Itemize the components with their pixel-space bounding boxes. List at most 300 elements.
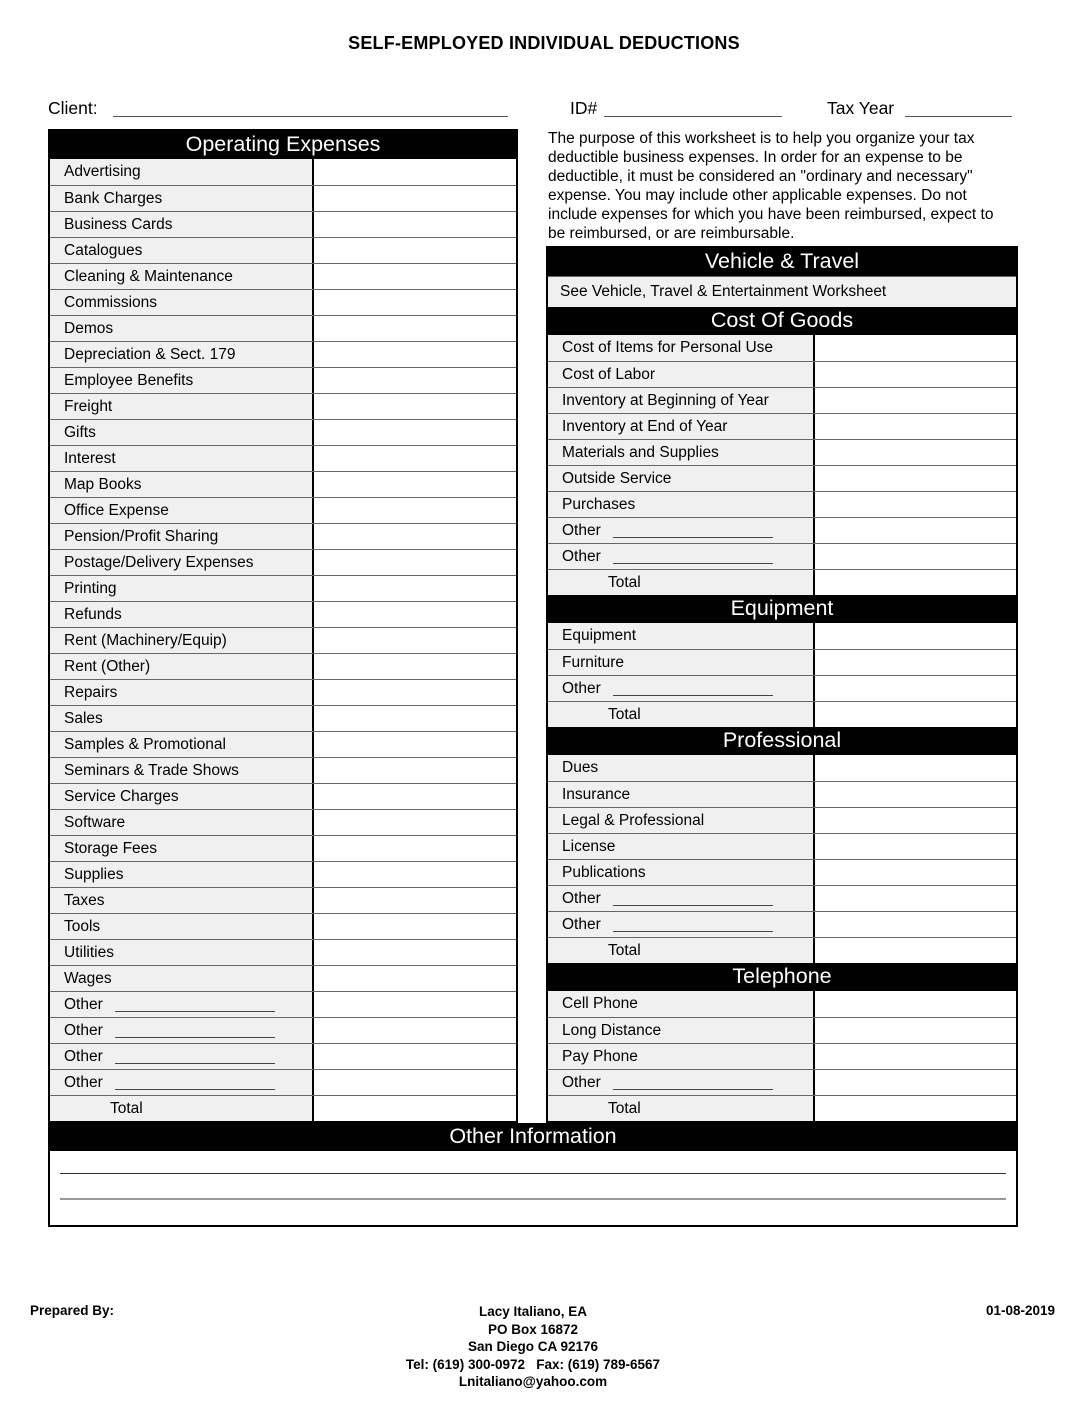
expense-row bbox=[548, 361, 1016, 387]
row-label-cell bbox=[50, 159, 314, 185]
expense-row bbox=[50, 315, 516, 341]
row-label-cell bbox=[50, 784, 314, 809]
row-label: Cell Phone bbox=[562, 995, 638, 1012]
expense-row bbox=[548, 387, 1016, 413]
row-label-cell bbox=[50, 212, 314, 237]
amount-cell[interactable] bbox=[314, 316, 516, 341]
row-label-cell bbox=[50, 264, 314, 289]
row-label: Employee Benefits bbox=[64, 371, 194, 389]
row-label-cell bbox=[50, 654, 314, 679]
expense-row bbox=[50, 289, 516, 315]
row-label-cell bbox=[548, 991, 815, 1017]
expense-row bbox=[548, 517, 1016, 543]
row-label: Pay Phone bbox=[562, 1047, 638, 1065]
row-label-cell bbox=[50, 914, 314, 939]
total-row bbox=[548, 569, 1016, 595]
expense-row bbox=[50, 549, 516, 575]
row-label: Furniture bbox=[562, 653, 625, 671]
row-label: Materials and Supplies bbox=[562, 443, 719, 461]
amount-cell[interactable] bbox=[314, 342, 516, 367]
row-label-cell bbox=[50, 966, 314, 991]
row-label-cell bbox=[548, 702, 815, 727]
amount-cell[interactable] bbox=[314, 1070, 516, 1095]
row-label: Depreciation & Sect. 179 bbox=[64, 345, 236, 363]
row-label-cell bbox=[548, 808, 815, 833]
expense-row bbox=[50, 1017, 516, 1043]
amount-cell[interactable] bbox=[314, 368, 516, 393]
row-label: Cleaning & Maintenance bbox=[64, 267, 233, 285]
row-label: Samples & Promotional bbox=[64, 735, 226, 753]
amount-cell[interactable] bbox=[815, 335, 1016, 361]
row-label-cell bbox=[548, 755, 815, 781]
amount-cell[interactable] bbox=[314, 732, 516, 757]
row-label: Other bbox=[562, 679, 601, 697]
amount-cell[interactable] bbox=[815, 860, 1016, 885]
row-label-cell bbox=[50, 758, 314, 783]
row-label: Seminars & Trade Shows bbox=[64, 761, 239, 779]
amount-cell[interactable] bbox=[314, 238, 516, 263]
expense-row bbox=[50, 237, 516, 263]
row-label-cell bbox=[50, 446, 314, 471]
row-label-cell bbox=[50, 238, 314, 263]
expense-row bbox=[50, 731, 516, 757]
amount-cell[interactable] bbox=[314, 862, 516, 887]
expense-row bbox=[50, 757, 516, 783]
row-label-cell bbox=[548, 544, 815, 569]
row-label: Business Cards bbox=[64, 215, 173, 233]
amount-cell[interactable] bbox=[314, 758, 516, 783]
row-label-cell bbox=[548, 886, 815, 911]
row-label-cell bbox=[50, 862, 314, 887]
row-label-cell bbox=[50, 498, 314, 523]
row-label-cell bbox=[548, 570, 815, 595]
expense-row bbox=[548, 781, 1016, 807]
row-label-cell bbox=[548, 1070, 815, 1095]
operating-expenses-rows bbox=[50, 159, 516, 1121]
row-label: Gifts bbox=[64, 423, 96, 441]
expense-row bbox=[50, 211, 516, 237]
row-label: Other bbox=[64, 995, 103, 1013]
expense-row bbox=[548, 1017, 1016, 1043]
expense-row bbox=[548, 465, 1016, 491]
other-writein-line[interactable] bbox=[613, 931, 773, 932]
expense-row bbox=[548, 1069, 1016, 1095]
footer-line: PO Box 16872 bbox=[487, 1321, 579, 1337]
row-label: Wages bbox=[64, 969, 112, 987]
expense-row bbox=[548, 543, 1016, 569]
row-label: Purchases bbox=[562, 495, 636, 513]
row-label-cell bbox=[548, 860, 815, 885]
amount-cell[interactable] bbox=[314, 446, 516, 471]
row-label: Interest bbox=[64, 449, 116, 467]
vehicle-travel-header: Vehicle & Travel bbox=[548, 248, 1016, 276]
amount-cell[interactable] bbox=[815, 912, 1016, 937]
amount-cell[interactable] bbox=[815, 623, 1016, 649]
row-label: Other bbox=[562, 521, 601, 539]
row-label-cell bbox=[50, 888, 314, 913]
row-label-cell bbox=[50, 1070, 314, 1095]
cost-of-goods-rows bbox=[548, 335, 1016, 595]
row-label-cell bbox=[548, 466, 815, 491]
expense-row bbox=[50, 653, 516, 679]
row-label-cell bbox=[548, 440, 815, 465]
amount-cell[interactable] bbox=[314, 940, 516, 965]
row-label-cell bbox=[50, 550, 314, 575]
row-label: Other bbox=[64, 1047, 103, 1065]
row-label: Bank Charges bbox=[64, 189, 163, 207]
amount-cell[interactable] bbox=[815, 886, 1016, 911]
page-title: SELF-EMPLOYED INDIVIDUAL DEDUCTIONS bbox=[348, 33, 740, 53]
row-label: Tools bbox=[64, 917, 101, 935]
amount-cell[interactable] bbox=[314, 914, 516, 939]
expense-row bbox=[548, 335, 1016, 361]
expense-row bbox=[50, 471, 516, 497]
expense-row bbox=[50, 419, 516, 445]
row-label: Outside Service bbox=[562, 469, 672, 487]
client-label: Client: bbox=[48, 98, 98, 118]
row-label: Map Books bbox=[64, 475, 142, 493]
row-label: Supplies bbox=[64, 865, 124, 883]
expense-row bbox=[548, 491, 1016, 517]
row-label-cell bbox=[548, 834, 815, 859]
amount-cell[interactable] bbox=[815, 544, 1016, 569]
amount-cell[interactable] bbox=[815, 570, 1016, 595]
row-label-cell bbox=[548, 650, 815, 675]
expense-row bbox=[50, 445, 516, 471]
row-label: Inventory at End of Year bbox=[562, 417, 728, 435]
other-information-box bbox=[48, 1151, 1018, 1227]
row-label-cell bbox=[50, 290, 314, 315]
expense-row bbox=[548, 649, 1016, 675]
id-label: ID# bbox=[570, 98, 598, 118]
cost-of-goods-header: Cost Of Goods bbox=[548, 307, 1016, 335]
amount-cell[interactable] bbox=[815, 938, 1016, 963]
amount-cell[interactable] bbox=[815, 414, 1016, 439]
other-information-writein-line[interactable] bbox=[60, 1173, 1006, 1174]
other-writein-line[interactable] bbox=[115, 1089, 275, 1090]
footer-date: 01-08-2019 bbox=[985, 1303, 1055, 1318]
row-label: Rent (Machinery/Equip) bbox=[64, 631, 227, 649]
expense-row bbox=[50, 861, 516, 887]
row-label: Legal & Professional bbox=[562, 811, 705, 829]
other-writein-line[interactable] bbox=[613, 695, 773, 696]
other-writein-line[interactable] bbox=[115, 1063, 275, 1064]
expense-row bbox=[50, 1069, 516, 1095]
prepared-by-label: Prepared By: bbox=[30, 1303, 115, 1318]
other-writein-line[interactable] bbox=[115, 1011, 275, 1012]
operating-expenses-header: Operating Expenses bbox=[50, 131, 516, 159]
other-writein-line[interactable] bbox=[613, 563, 773, 564]
row-label-cell bbox=[50, 602, 314, 627]
row-label: Total bbox=[608, 1099, 641, 1117]
amount-cell[interactable] bbox=[314, 888, 516, 913]
amount-cell[interactable] bbox=[314, 628, 516, 653]
amount-cell[interactable] bbox=[815, 518, 1016, 543]
row-label-cell bbox=[548, 938, 815, 963]
amount-cell[interactable] bbox=[314, 290, 516, 315]
expense-row bbox=[50, 341, 516, 367]
row-label: Utilities bbox=[64, 943, 114, 961]
row-label: Taxes bbox=[64, 891, 105, 909]
expense-row bbox=[50, 835, 516, 861]
row-label: Other bbox=[562, 915, 601, 933]
row-label-cell bbox=[50, 1018, 314, 1043]
amount-cell[interactable] bbox=[314, 706, 516, 731]
row-label-cell bbox=[50, 1044, 314, 1069]
amount-cell[interactable] bbox=[815, 1096, 1016, 1121]
expense-row bbox=[50, 523, 516, 549]
row-label-cell bbox=[50, 992, 314, 1017]
row-label: Total bbox=[110, 1099, 143, 1117]
amount-cell[interactable] bbox=[314, 394, 516, 419]
amount-cell[interactable] bbox=[314, 784, 516, 809]
expense-row bbox=[50, 393, 516, 419]
amount-cell[interactable] bbox=[314, 186, 516, 211]
row-label: Repairs bbox=[64, 683, 118, 701]
row-label: Inventory at Beginning of Year bbox=[562, 391, 769, 409]
row-label-cell bbox=[548, 362, 815, 387]
expense-row bbox=[50, 679, 516, 705]
telephone-header: Telephone bbox=[548, 963, 1016, 991]
amount-cell[interactable] bbox=[314, 159, 516, 185]
client-input-line[interactable] bbox=[113, 96, 508, 117]
amount-cell[interactable] bbox=[815, 466, 1016, 491]
other-writein-line[interactable] bbox=[613, 905, 773, 906]
row-label-cell bbox=[548, 1044, 815, 1069]
intro-paragraph: The purpose of this worksheet is to help you organize your tax deductible business expenses. In order for an expense to be deductible, it must be considered an "ordinary and necessary" expense. You may include other applicable expenses. Do not include expenses for which you have been reimbursed, expect to be reimbursed, or are reimbursable. bbox=[548, 130, 994, 242]
row-label-cell bbox=[50, 472, 314, 497]
expense-row bbox=[50, 1043, 516, 1069]
amount-cell[interactable] bbox=[815, 1070, 1016, 1095]
row-label-cell bbox=[50, 316, 314, 341]
expense-row bbox=[50, 809, 516, 835]
amount-cell[interactable] bbox=[815, 834, 1016, 859]
row-label: Total bbox=[608, 705, 641, 723]
expense-row bbox=[548, 755, 1016, 781]
amount-cell[interactable] bbox=[314, 550, 516, 575]
other-writein-line[interactable] bbox=[115, 1037, 275, 1038]
amount-cell[interactable] bbox=[314, 836, 516, 861]
total-row bbox=[548, 937, 1016, 963]
row-label: Other bbox=[562, 889, 601, 907]
row-label-cell bbox=[548, 1096, 815, 1121]
amount-cell[interactable] bbox=[815, 362, 1016, 387]
row-label-cell bbox=[50, 186, 314, 211]
expense-row bbox=[548, 833, 1016, 859]
row-label: Catalogues bbox=[64, 241, 143, 259]
row-label: Equipment bbox=[562, 627, 637, 644]
row-label: Freight bbox=[64, 397, 113, 415]
right-section-tables bbox=[546, 246, 1018, 1123]
expense-row bbox=[548, 807, 1016, 833]
row-label: Dues bbox=[562, 759, 599, 776]
row-label-cell bbox=[548, 676, 815, 701]
amount-cell[interactable] bbox=[314, 654, 516, 679]
amount-cell[interactable] bbox=[815, 492, 1016, 517]
footer-line: San Diego CA 92176 bbox=[467, 1339, 599, 1354]
professional-rows bbox=[548, 755, 1016, 963]
row-label-cell bbox=[548, 492, 815, 517]
other-writein-line[interactable] bbox=[613, 1089, 773, 1090]
expense-row bbox=[50, 601, 516, 627]
row-label-cell bbox=[50, 732, 314, 757]
row-label: Other bbox=[64, 1021, 103, 1039]
other-information-header: Other Information bbox=[48, 1123, 1018, 1151]
row-label-cell bbox=[548, 1018, 815, 1043]
amount-cell[interactable] bbox=[815, 782, 1016, 807]
amount-cell[interactable] bbox=[815, 440, 1016, 465]
amount-cell[interactable] bbox=[314, 420, 516, 445]
row-label-cell bbox=[50, 1096, 314, 1121]
footer-line: Lacy Italiano, EA bbox=[478, 1304, 588, 1319]
row-label-cell bbox=[548, 518, 815, 543]
expense-row bbox=[50, 159, 516, 185]
row-label: Printing bbox=[64, 579, 117, 597]
row-label: Postage/Delivery Expenses bbox=[64, 553, 254, 571]
row-label: Advertising bbox=[64, 163, 141, 180]
row-label-cell bbox=[50, 524, 314, 549]
amount-cell[interactable] bbox=[314, 498, 516, 523]
row-label-cell bbox=[50, 836, 314, 861]
expense-row bbox=[50, 367, 516, 393]
row-label: Service Charges bbox=[64, 787, 179, 805]
amount-cell[interactable] bbox=[314, 1018, 516, 1043]
row-label-cell bbox=[50, 680, 314, 705]
id-input-line[interactable] bbox=[604, 96, 782, 117]
expense-row bbox=[50, 497, 516, 523]
row-label: Cost of Labor bbox=[562, 365, 656, 383]
amount-cell[interactable] bbox=[314, 264, 516, 289]
row-label-cell bbox=[548, 414, 815, 439]
amount-cell[interactable] bbox=[815, 808, 1016, 833]
row-label-cell bbox=[50, 940, 314, 965]
row-label-cell bbox=[50, 810, 314, 835]
row-label-cell bbox=[50, 342, 314, 367]
other-writein-line[interactable] bbox=[613, 537, 773, 538]
equipment-rows bbox=[548, 623, 1016, 727]
row-label-cell bbox=[548, 912, 815, 937]
professional-header: Professional bbox=[548, 727, 1016, 755]
expense-row bbox=[50, 627, 516, 653]
total-row bbox=[50, 1095, 516, 1121]
row-label: Insurance bbox=[562, 785, 631, 803]
amount-cell[interactable] bbox=[815, 755, 1016, 781]
row-label-cell bbox=[50, 368, 314, 393]
amount-cell[interactable] bbox=[314, 1096, 516, 1121]
total-row bbox=[548, 701, 1016, 727]
expense-row bbox=[50, 575, 516, 601]
row-label-cell bbox=[50, 420, 314, 445]
row-label-cell bbox=[548, 335, 815, 361]
row-label-cell bbox=[548, 388, 815, 413]
amount-cell[interactable] bbox=[815, 388, 1016, 413]
amount-cell[interactable] bbox=[314, 966, 516, 991]
row-label: Rent (Other) bbox=[64, 657, 151, 675]
row-label-cell bbox=[50, 394, 314, 419]
row-label-cell bbox=[50, 628, 314, 653]
expense-row bbox=[50, 783, 516, 809]
row-label: Demos bbox=[64, 319, 114, 337]
amount-cell[interactable] bbox=[815, 1044, 1016, 1069]
row-label: Refunds bbox=[64, 605, 122, 623]
row-label: Other bbox=[562, 1073, 601, 1091]
row-label: Commissions bbox=[64, 293, 158, 311]
amount-cell[interactable] bbox=[815, 991, 1016, 1017]
tax-year-input-line[interactable] bbox=[905, 96, 1012, 117]
telephone-rows bbox=[548, 991, 1016, 1121]
amount-cell[interactable] bbox=[815, 676, 1016, 701]
amount-cell[interactable] bbox=[314, 680, 516, 705]
expense-row bbox=[548, 1043, 1016, 1069]
amount-cell[interactable] bbox=[314, 602, 516, 627]
row-label: Other bbox=[64, 1073, 103, 1091]
expense-row bbox=[50, 887, 516, 913]
row-label: Sales bbox=[64, 709, 103, 727]
expense-row bbox=[548, 885, 1016, 911]
row-label: Cost of Items for Personal Use bbox=[562, 339, 774, 356]
expense-row bbox=[548, 859, 1016, 885]
footer-line: Tel: (619) 300-0972 Fax: (619) 789-6567 bbox=[405, 1356, 661, 1372]
amount-cell[interactable] bbox=[314, 524, 516, 549]
operating-expenses-table bbox=[48, 129, 518, 1123]
row-label-cell bbox=[50, 576, 314, 601]
amount-cell[interactable] bbox=[815, 702, 1016, 727]
amount-cell[interactable] bbox=[314, 1044, 516, 1069]
footer-line: Lnitaliano@yahoo.com bbox=[458, 1374, 608, 1389]
row-label: Software bbox=[64, 813, 126, 831]
expense-row bbox=[548, 911, 1016, 937]
expense-row bbox=[50, 913, 516, 939]
row-label-cell bbox=[50, 706, 314, 731]
amount-cell[interactable] bbox=[314, 992, 516, 1017]
row-label: Publications bbox=[562, 863, 646, 881]
expense-row bbox=[50, 991, 516, 1017]
other-information-writein-line[interactable] bbox=[60, 1198, 1006, 1200]
row-label: Other bbox=[562, 547, 601, 565]
expense-row bbox=[50, 939, 516, 965]
amount-cell[interactable] bbox=[314, 212, 516, 237]
amount-cell[interactable] bbox=[815, 1018, 1016, 1043]
amount-cell[interactable] bbox=[314, 576, 516, 601]
amount-cell[interactable] bbox=[314, 472, 516, 497]
vehicle-travel-note: See Vehicle, Travel & Entertainment Worksheet bbox=[548, 276, 1016, 307]
expense-row bbox=[548, 675, 1016, 701]
expense-row bbox=[50, 263, 516, 289]
row-label: Pension/Profit Sharing bbox=[64, 527, 219, 545]
row-label: License bbox=[562, 837, 616, 855]
amount-cell[interactable] bbox=[314, 810, 516, 835]
row-label: Total bbox=[608, 573, 641, 591]
row-label: Total bbox=[608, 941, 641, 959]
equipment-header: Equipment bbox=[548, 595, 1016, 623]
preparer-contact-block bbox=[0, 1303, 1066, 1391]
row-label: Long Distance bbox=[562, 1021, 662, 1039]
amount-cell[interactable] bbox=[815, 650, 1016, 675]
expense-row bbox=[50, 705, 516, 731]
row-label: Office Expense bbox=[64, 501, 169, 519]
expense-row bbox=[548, 623, 1016, 649]
row-label-cell bbox=[548, 623, 815, 649]
row-label: Storage Fees bbox=[64, 839, 158, 857]
expense-row bbox=[548, 991, 1016, 1017]
expense-row bbox=[50, 965, 516, 991]
row-label-cell bbox=[548, 782, 815, 807]
total-row bbox=[548, 1095, 1016, 1121]
tax-year-label: Tax Year bbox=[827, 98, 895, 118]
expense-row bbox=[548, 439, 1016, 465]
expense-row bbox=[50, 185, 516, 211]
expense-row bbox=[548, 413, 1016, 439]
